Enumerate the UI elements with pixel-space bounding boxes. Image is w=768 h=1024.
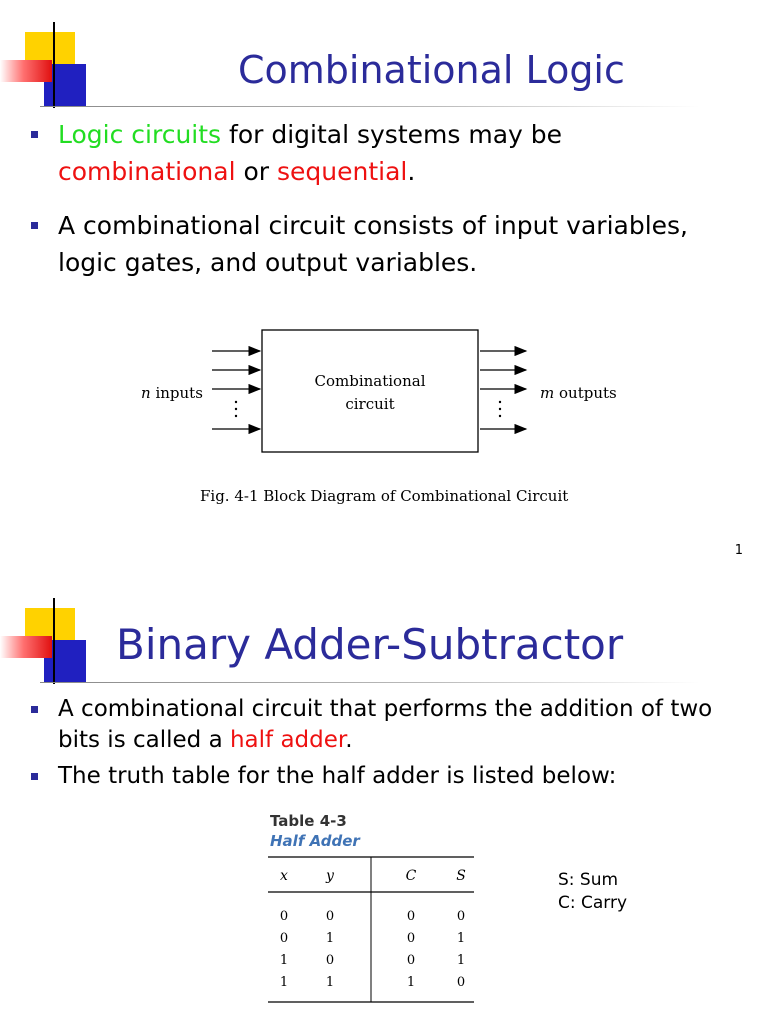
cell: 0 (325, 909, 335, 924)
input-arrows (212, 351, 260, 429)
outputs-label: m outputs (540, 384, 617, 402)
cell: 0 (456, 909, 466, 924)
term-half-adder: half adder (229, 727, 346, 753)
slide-1-bullet-1 (58, 116, 738, 190)
cell: 1 (279, 953, 289, 968)
corner-logo-decoration (0, 598, 100, 688)
table-rows (280, 909, 465, 990)
slide-2-bullet-2: The truth table for the half adder is listed below: (58, 761, 738, 792)
cell: 1 (406, 975, 416, 990)
text: A combinational circuit that performs the addition of two bits is called a (58, 696, 713, 753)
block-diagram (140, 320, 630, 480)
text: . (345, 727, 353, 753)
cell: 1 (456, 953, 466, 968)
text: or (235, 157, 277, 186)
header-x: x (280, 868, 288, 884)
term-logic-circuits: Logic circuits (58, 120, 222, 149)
cell: 1 (279, 975, 289, 990)
term-combinational: combinational (58, 157, 236, 186)
slide-2-bullet-1 (58, 694, 738, 756)
legend-carry: C: Carry (558, 893, 628, 913)
header-y: y (326, 868, 334, 884)
cell: 1 (325, 975, 335, 990)
cell: 0 (456, 975, 466, 990)
circuit-box (262, 330, 478, 452)
slide-1-title: Combinational Logic (238, 48, 625, 92)
text: . (407, 157, 416, 186)
corner-logo-decoration (0, 22, 100, 112)
half-adder-truth-table (268, 856, 478, 1006)
slide-2-title: Binary Adder-Subtractor (116, 620, 624, 669)
inputs-label: n inputs (141, 384, 203, 402)
header-s: S (456, 868, 466, 884)
cell: 0 (406, 931, 416, 946)
output-arrows (480, 351, 526, 429)
cell: 0 (325, 953, 335, 968)
term-sequential: sequential (277, 157, 408, 186)
cell: 1 (456, 931, 466, 946)
table-subtitle: Half Adder (270, 832, 360, 850)
table-title: Table 4-3 (270, 812, 347, 830)
text: for digital systems may be (221, 120, 563, 149)
box-label-line-2: circuit (345, 395, 395, 413)
cell: 0 (406, 953, 416, 968)
legend-sum: S: Sum (558, 870, 619, 890)
slide-1-bullet-2: A combinational circuit consists of input variables, logic gates, and output variables. (58, 207, 748, 281)
cell: 0 (279, 931, 289, 946)
cell: 0 (406, 909, 416, 924)
page-number: 1 (734, 543, 743, 558)
cell: 0 (279, 909, 289, 924)
box-label-line-1: Combinational (314, 372, 426, 390)
figure-caption: Fig. 4-1 Block Diagram of Combinational Circuit (200, 487, 569, 505)
header-c: C (405, 868, 417, 884)
cell: 1 (325, 931, 335, 946)
